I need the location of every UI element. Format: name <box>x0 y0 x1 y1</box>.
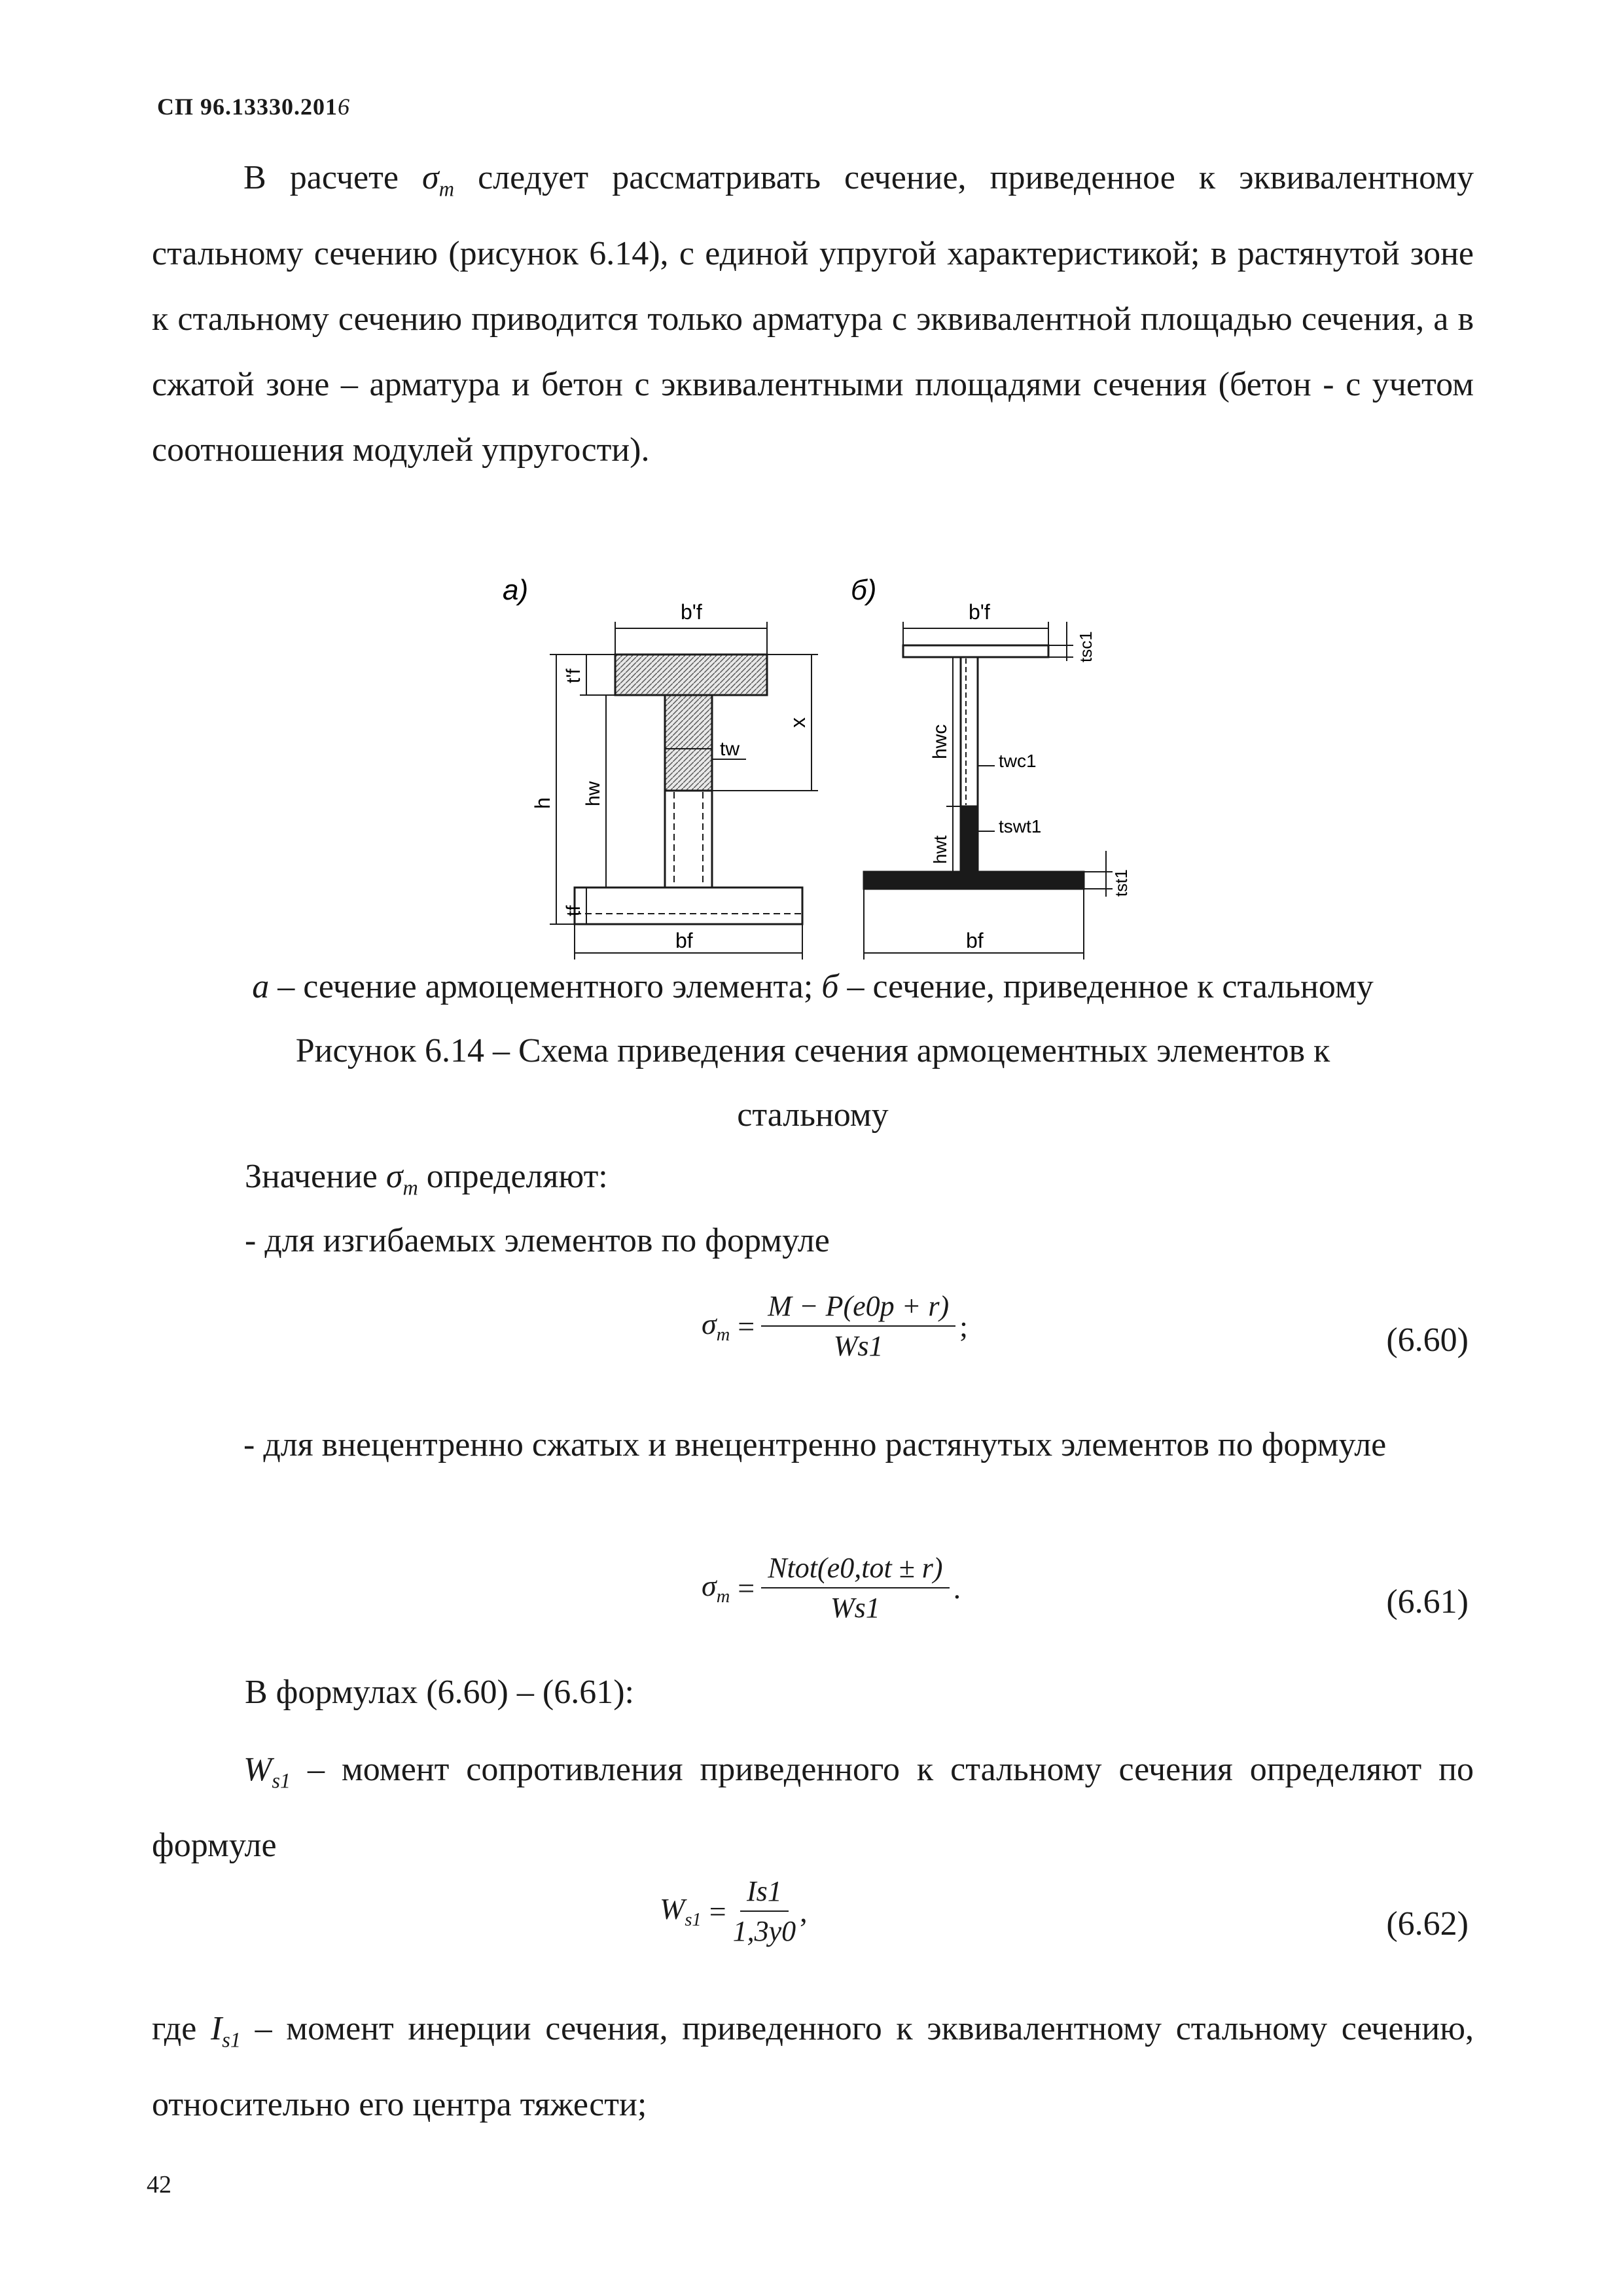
formula-6-61 <box>702 1551 961 1624</box>
f661-tail: . <box>953 1571 961 1605</box>
dim-tw-a: tw <box>720 738 740 760</box>
intro-text-b: следует рассматривать сечение, приведенное к эквивалентному стальному сечению (рисунок 6.14), с единой упругой характеристикой; в растянутой зоне к стальному сечению приводится только арматура с эквивалентной площадью сечения, а в сжатой зоне – арматура и бетон с эквивалентными площадями сечения (бетон - с учетом соотношения модулей упругости). <box>152 159 1474 469</box>
formula-6-60 <box>702 1289 968 1363</box>
formula-6-62 <box>660 1874 808 1948</box>
f662-lhs-sym: W <box>660 1892 685 1926</box>
f660-numerator: M − P(e0p + r) <box>761 1289 955 1327</box>
value-text-a: Значение <box>245 1158 386 1195</box>
value-sigma-symbol <box>385 1158 418 1200</box>
dim-hw-a: hw <box>582 781 604 806</box>
formula-6-60-fraction <box>761 1289 955 1363</box>
figure-caption-line2: стальному <box>737 1096 889 1134</box>
f661-lhs-sub: m <box>716 1587 730 1607</box>
dim-tswt1-b: tswt1 <box>999 816 1042 836</box>
page-number: 42 <box>147 2171 171 2198</box>
bending-line: - для изгибаемых элементов по формуле <box>245 1222 830 1259</box>
dim-twc1-b: twc1 <box>999 751 1037 771</box>
legend-a-text: – сечение армоцементного элемента; <box>269 968 822 1005</box>
value-sigma: σ <box>385 1158 403 1195</box>
ws1-paragraph <box>152 1737 1474 1878</box>
equals-sign: = <box>738 1309 755 1343</box>
ws1-text: – момент сопротивления приведенного к стальному сечения определяют по формуле <box>152 1751 1474 1865</box>
dim-bf-bot-a: bf <box>675 929 693 952</box>
legend-a-letter: а <box>252 968 270 1005</box>
legend-b-letter: б <box>821 968 839 1005</box>
formula-6-61-lhs <box>702 1568 730 1607</box>
in-formulas-line: В формулах (6.60) – (6.61): <box>245 1674 634 1711</box>
sigma-m-symbol <box>422 159 454 201</box>
formula-6-62-fraction <box>733 1874 796 1948</box>
value-sigma-line <box>245 1157 608 1200</box>
dim-bf-top-a: b'f <box>681 600 702 624</box>
f662-denominator: 1,3y0 <box>732 1915 796 1947</box>
f660-denominator: Ws1 <box>833 1330 883 1362</box>
figure-6-14 <box>458 563 1165 952</box>
doc-code-text: СП 96.13330.201 <box>157 94 338 120</box>
equation-number-6-60: (6.60) <box>1386 1321 1469 1359</box>
dim-tsc1-b: tsc1 <box>1076 631 1096 662</box>
f661-lhs-sym: σ <box>702 1568 717 1602</box>
doc-year-suffix: 6 <box>338 94 350 120</box>
eccentric-paragraph: - для внецентренно сжатых и внецентренно растянутых элементов по формуле <box>243 1426 1387 1463</box>
f662-numerator: Is1 <box>740 1874 789 1912</box>
f660-lhs-sub: m <box>716 1325 730 1346</box>
dim-h-a: h <box>531 797 554 809</box>
legend-b-text: – сечение, приведенное к стальному <box>838 968 1374 1005</box>
dim-bf-top-b: b'f <box>969 600 990 624</box>
f662-lhs-sub: s1 <box>685 1910 702 1931</box>
is1-symbol <box>210 2010 241 2052</box>
f661-numerator: Ntot(e0,tot ± r) <box>761 1551 949 1588</box>
dim-tf-bot-a: tf <box>563 905 584 916</box>
formula-6-62-lhs <box>660 1892 702 1931</box>
sigma-symbol: σ <box>422 159 439 196</box>
intro-text-a: В расчете <box>243 159 423 196</box>
value-text-b: определяют: <box>418 1158 608 1195</box>
ws1-sym: W <box>243 1751 272 1788</box>
where-text-a: где <box>152 2010 211 2047</box>
is1-sym: I <box>210 2010 223 2047</box>
dim-hwt-b: hwt <box>930 835 950 864</box>
is1-sub: s1 <box>222 2028 241 2052</box>
equals-sign: = <box>709 1894 726 1928</box>
figure-legend <box>152 967 1474 1006</box>
figure-label-a: а) <box>503 574 529 606</box>
sigma-subscript: m <box>438 177 454 201</box>
document-code <box>157 93 350 120</box>
formula-6-60-lhs <box>702 1306 730 1346</box>
f660-lhs-sym: σ <box>702 1306 717 1340</box>
dim-hwc-b: hwc <box>929 724 951 759</box>
f660-tail: ; <box>959 1309 968 1343</box>
ws1-sub: s1 <box>272 1768 291 1793</box>
dim-tf-top-a: t'f <box>563 668 584 683</box>
equation-number-6-62: (6.62) <box>1386 1905 1469 1943</box>
equation-number-6-61: (6.61) <box>1386 1583 1469 1621</box>
figure-caption-line1: Рисунок 6.14 – Схема приведения сечения армоцементных элементов к <box>295 1032 1330 1069</box>
figure-label-b: б) <box>851 574 877 606</box>
dim-tst1-b: tst1 <box>1111 869 1131 897</box>
f662-tail: , <box>800 1894 808 1928</box>
section-b-drawing <box>864 622 1113 960</box>
ws1-symbol <box>243 1751 291 1793</box>
dim-x-a: x <box>786 717 810 728</box>
is1-paragraph <box>152 1996 1474 2138</box>
intro-paragraph <box>152 145 1474 483</box>
equals-sign: = <box>738 1571 755 1605</box>
where-text-b: – момент инерции сечения, приведенного к эквивалентному стальному сечению, относительно его центра тяжести; <box>152 2010 1474 2124</box>
value-sigma-sub: m <box>402 1175 418 1200</box>
f661-denominator: Ws1 <box>830 1592 880 1624</box>
dim-bf-bot-b: bf <box>966 929 984 952</box>
formula-6-61-fraction <box>761 1551 949 1624</box>
